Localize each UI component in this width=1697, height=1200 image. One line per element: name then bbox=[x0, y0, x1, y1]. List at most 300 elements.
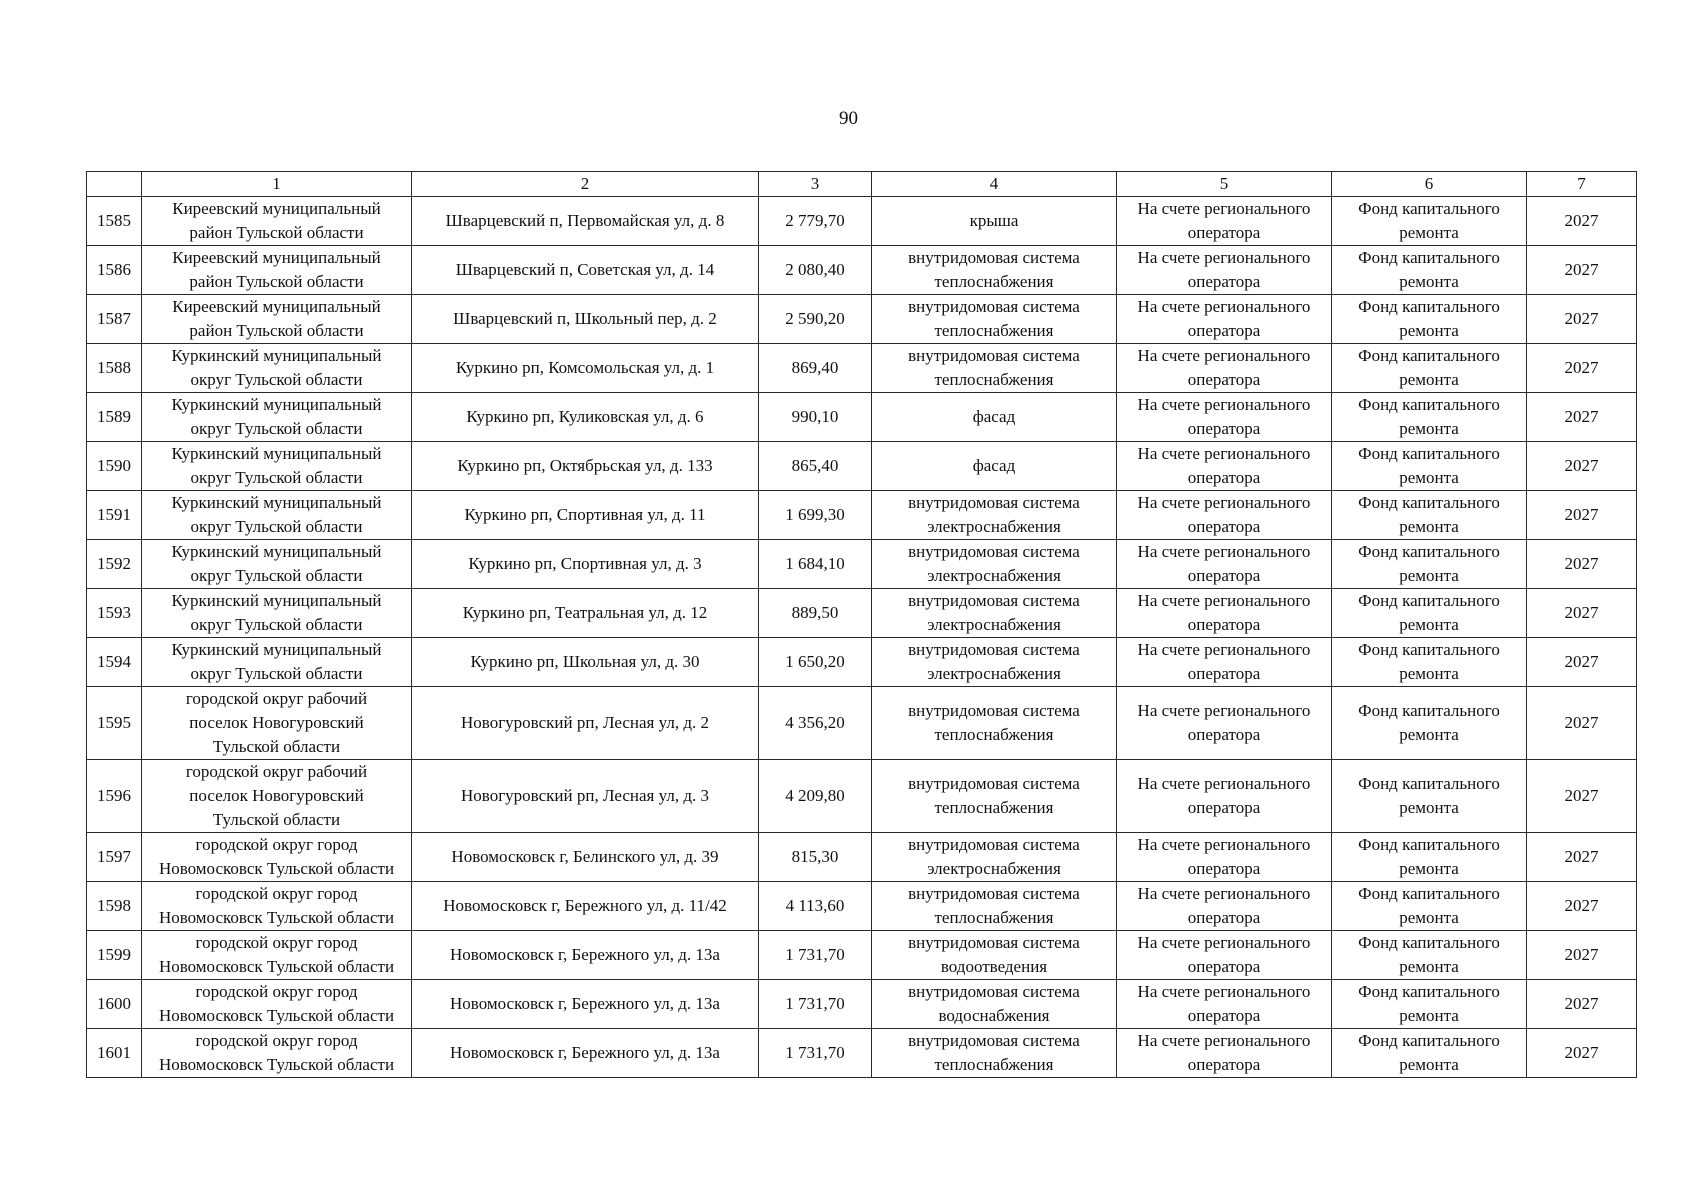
table-row bbox=[87, 760, 1637, 833]
cell-line: Куркинский муниципальный bbox=[171, 444, 382, 463]
cell-line: Фонд капитального bbox=[1358, 444, 1500, 463]
fund-method-cell bbox=[1117, 882, 1332, 931]
funding-source-cell bbox=[1332, 931, 1527, 980]
cell-line: ремонта bbox=[1399, 419, 1459, 438]
cell-line: Фонд капитального bbox=[1358, 933, 1500, 952]
table-row bbox=[87, 197, 1637, 246]
year-cell: 2027 bbox=[1527, 197, 1637, 246]
cell-line: теплоснабжения bbox=[934, 370, 1054, 389]
cell-line: оператора bbox=[1187, 1006, 1261, 1025]
address-cell: Куркино рп, Спортивная ул, д. 11 bbox=[412, 491, 759, 540]
address-cell: Куркино рп, Куликовская ул, д. 6 bbox=[412, 393, 759, 442]
cell-line: На счете регионального bbox=[1137, 493, 1311, 512]
cell-line: оператора bbox=[1187, 859, 1261, 878]
fund-method-cell bbox=[1117, 931, 1332, 980]
cell-line: На счете регионального bbox=[1137, 248, 1311, 267]
cell-line: На счете регионального bbox=[1137, 933, 1311, 952]
row-number-cell: 1589 bbox=[87, 393, 142, 442]
cell-line: оператора bbox=[1187, 957, 1261, 976]
cell-line: оператора bbox=[1187, 908, 1261, 927]
municipality-cell bbox=[142, 442, 412, 491]
row-number-cell: 1595 bbox=[87, 687, 142, 760]
cell-line: теплоснабжения bbox=[934, 272, 1054, 291]
cell-line: электроснабжения bbox=[927, 615, 1061, 634]
table-row bbox=[87, 931, 1637, 980]
cell-line: округ Тульской области bbox=[190, 517, 363, 536]
work-type-cell bbox=[872, 295, 1117, 344]
cell-line: На счете регионального bbox=[1137, 701, 1311, 720]
cell-line: На счете регионального bbox=[1137, 640, 1311, 659]
cell-line: городской округ город bbox=[195, 1031, 358, 1050]
funding-source-cell bbox=[1332, 246, 1527, 295]
cell-line: ремонта bbox=[1399, 468, 1459, 487]
cell-line: оператора bbox=[1187, 468, 1261, 487]
cell-line: На счете регионального bbox=[1137, 982, 1311, 1001]
area-cell: 4 209,80 bbox=[759, 760, 872, 833]
address-cell: Куркино рп, Спортивная ул, д. 3 bbox=[412, 540, 759, 589]
cell-line: На счете регионального bbox=[1137, 774, 1311, 793]
work-type-cell bbox=[872, 442, 1117, 491]
column-header: 2 bbox=[412, 172, 759, 197]
year-cell: 2027 bbox=[1527, 491, 1637, 540]
cell-line: фасад bbox=[972, 456, 1016, 475]
row-number-cell: 1591 bbox=[87, 491, 142, 540]
cell-line: водоснабжения bbox=[938, 1006, 1050, 1025]
cell-line: оператора bbox=[1187, 725, 1261, 744]
row-number-cell: 1599 bbox=[87, 931, 142, 980]
table-row bbox=[87, 833, 1637, 882]
year-cell: 2027 bbox=[1527, 246, 1637, 295]
work-type-cell bbox=[872, 246, 1117, 295]
cell-line: оператора bbox=[1187, 664, 1261, 683]
fund-method-cell bbox=[1117, 197, 1332, 246]
funding-source-cell bbox=[1332, 393, 1527, 442]
address-cell: Новомосковск г, Бережного ул, д. 13а bbox=[412, 1029, 759, 1078]
address-cell: Новогуровский рп, Лесная ул, д. 3 bbox=[412, 760, 759, 833]
cell-line: округ Тульской области bbox=[190, 566, 363, 585]
address-cell: Шварцевский п, Первомайская ул, д. 8 bbox=[412, 197, 759, 246]
row-number-cell: 1601 bbox=[87, 1029, 142, 1078]
year-cell: 2027 bbox=[1527, 760, 1637, 833]
work-type-cell bbox=[872, 197, 1117, 246]
cell-line: Куркинский муниципальный bbox=[171, 493, 382, 512]
municipality-cell bbox=[142, 589, 412, 638]
year-cell: 2027 bbox=[1527, 1029, 1637, 1078]
area-cell: 2 590,20 bbox=[759, 295, 872, 344]
cell-line: ремонта bbox=[1399, 859, 1459, 878]
cell-line: оператора bbox=[1187, 419, 1261, 438]
funding-source-cell bbox=[1332, 980, 1527, 1029]
cell-line: Фонд капитального bbox=[1358, 701, 1500, 720]
funding-source-cell bbox=[1332, 760, 1527, 833]
table-row bbox=[87, 1029, 1637, 1078]
work-type-cell bbox=[872, 687, 1117, 760]
column-header: 5 bbox=[1117, 172, 1332, 197]
address-cell: Шварцевский п, Школьный пер, д. 2 bbox=[412, 295, 759, 344]
row-number-cell: 1586 bbox=[87, 246, 142, 295]
cell-line: На счете регионального bbox=[1137, 835, 1311, 854]
year-cell: 2027 bbox=[1527, 589, 1637, 638]
area-cell: 815,30 bbox=[759, 833, 872, 882]
address-cell: Новомосковск г, Бережного ул, д. 13а bbox=[412, 931, 759, 980]
row-number-cell: 1585 bbox=[87, 197, 142, 246]
address-cell: Куркино рп, Театральная ул, д. 12 bbox=[412, 589, 759, 638]
cell-line: внутридомовая система bbox=[908, 884, 1080, 903]
cell-line: район Тульской области bbox=[189, 272, 364, 291]
cell-line: Фонд капитального bbox=[1358, 982, 1500, 1001]
cell-line: На счете регионального bbox=[1137, 542, 1311, 561]
fund-method-cell bbox=[1117, 491, 1332, 540]
table-row bbox=[87, 295, 1637, 344]
cell-line: теплоснабжения bbox=[934, 908, 1054, 927]
fund-method-cell bbox=[1117, 980, 1332, 1029]
row-number-cell: 1587 bbox=[87, 295, 142, 344]
funding-source-cell bbox=[1332, 833, 1527, 882]
year-cell: 2027 bbox=[1527, 393, 1637, 442]
municipality-cell bbox=[142, 491, 412, 540]
work-type-cell bbox=[872, 931, 1117, 980]
cell-line: Фонд капитального bbox=[1358, 884, 1500, 903]
cell-line: округ Тульской области bbox=[190, 370, 363, 389]
row-number-cell: 1594 bbox=[87, 638, 142, 687]
cell-line: теплоснабжения bbox=[934, 798, 1054, 817]
cell-line: Куркинский муниципальный bbox=[171, 640, 382, 659]
municipality-cell bbox=[142, 1029, 412, 1078]
funding-source-cell bbox=[1332, 589, 1527, 638]
cell-line: ремонта bbox=[1399, 223, 1459, 242]
address-cell: Куркино рп, Комсомольская ул, д. 1 bbox=[412, 344, 759, 393]
cell-line: оператора bbox=[1187, 566, 1261, 585]
cell-line: Фонд капитального bbox=[1358, 591, 1500, 610]
fund-method-cell bbox=[1117, 442, 1332, 491]
cell-line: ремонта bbox=[1399, 957, 1459, 976]
table-row bbox=[87, 442, 1637, 491]
municipality-cell bbox=[142, 393, 412, 442]
fund-method-cell bbox=[1117, 540, 1332, 589]
table-row bbox=[87, 589, 1637, 638]
cell-line: внутридомовая система bbox=[908, 982, 1080, 1001]
municipality-cell bbox=[142, 246, 412, 295]
cell-line: электроснабжения bbox=[927, 859, 1061, 878]
fund-method-cell bbox=[1117, 638, 1332, 687]
cell-line: оператора bbox=[1187, 321, 1261, 340]
cell-line: Фонд капитального bbox=[1358, 774, 1500, 793]
cell-line: фасад bbox=[972, 407, 1016, 426]
address-cell: Новомосковск г, Белинского ул, д. 39 bbox=[412, 833, 759, 882]
funding-source-cell bbox=[1332, 197, 1527, 246]
table-row bbox=[87, 246, 1637, 295]
area-cell: 1 684,10 bbox=[759, 540, 872, 589]
page-number: 90 bbox=[839, 108, 858, 129]
table-row bbox=[87, 980, 1637, 1029]
row-number-cell: 1590 bbox=[87, 442, 142, 491]
cell-line: ремонта bbox=[1399, 566, 1459, 585]
cell-line: внутридомовая система bbox=[908, 248, 1080, 267]
address-cell: Новомосковск г, Бережного ул, д. 11/42 bbox=[412, 882, 759, 931]
cell-line: внутридомовая система bbox=[908, 297, 1080, 316]
work-type-cell bbox=[872, 344, 1117, 393]
funding-source-cell bbox=[1332, 295, 1527, 344]
cell-line: На счете регионального bbox=[1137, 444, 1311, 463]
table-row bbox=[87, 393, 1637, 442]
work-type-cell bbox=[872, 980, 1117, 1029]
cell-line: На счете регионального bbox=[1137, 591, 1311, 610]
row-number-cell: 1597 bbox=[87, 833, 142, 882]
funding-source-cell bbox=[1332, 442, 1527, 491]
cell-line: ремонта bbox=[1399, 1006, 1459, 1025]
cell-line: Киреевский муниципальный bbox=[172, 297, 381, 316]
funding-source-cell bbox=[1332, 1029, 1527, 1078]
cell-line: ремонта bbox=[1399, 272, 1459, 291]
work-type-cell bbox=[872, 1029, 1117, 1078]
address-cell: Новогуровский рп, Лесная ул, д. 2 bbox=[412, 687, 759, 760]
cell-line: внутридомовая система bbox=[908, 835, 1080, 854]
year-cell: 2027 bbox=[1527, 980, 1637, 1029]
cell-line: На счете регионального bbox=[1137, 346, 1311, 365]
cell-line: Фонд капитального bbox=[1358, 346, 1500, 365]
cell-line: ремонта bbox=[1399, 908, 1459, 927]
cell-line: ремонта bbox=[1399, 725, 1459, 744]
cell-line: Киреевский муниципальный bbox=[172, 248, 381, 267]
fund-method-cell bbox=[1117, 1029, 1332, 1078]
column-header: 7 bbox=[1527, 172, 1637, 197]
cell-line: оператора bbox=[1187, 370, 1261, 389]
area-cell: 1 731,70 bbox=[759, 931, 872, 980]
year-cell: 2027 bbox=[1527, 931, 1637, 980]
cell-line: городской округ город bbox=[195, 835, 358, 854]
cell-line: Новомосковск Тульской области bbox=[158, 957, 395, 976]
cell-line: ремонта bbox=[1399, 1055, 1459, 1074]
cell-line: Фонд капитального bbox=[1358, 542, 1500, 561]
work-type-cell bbox=[872, 760, 1117, 833]
cell-line: городской округ город bbox=[195, 982, 358, 1001]
cell-line: округ Тульской области bbox=[190, 664, 363, 683]
table-row bbox=[87, 687, 1637, 760]
cell-line: теплоснабжения bbox=[934, 725, 1054, 744]
municipality-cell bbox=[142, 687, 412, 760]
cell-line: внутридомовая система bbox=[908, 933, 1080, 952]
cell-line: ремонта bbox=[1399, 664, 1459, 683]
table-row bbox=[87, 882, 1637, 931]
work-type-cell bbox=[872, 393, 1117, 442]
table-body bbox=[87, 197, 1637, 1078]
work-type-cell bbox=[872, 882, 1117, 931]
cell-line: крыша bbox=[969, 211, 1019, 230]
funding-source-cell bbox=[1332, 344, 1527, 393]
cell-line: Киреевский муниципальный bbox=[172, 199, 381, 218]
year-cell: 2027 bbox=[1527, 295, 1637, 344]
cell-line: внутридомовая система bbox=[908, 701, 1080, 720]
column-header bbox=[87, 172, 142, 197]
cell-line: Фонд капитального bbox=[1358, 1031, 1500, 1050]
cell-line: ремонта bbox=[1399, 798, 1459, 817]
municipality-cell bbox=[142, 197, 412, 246]
cell-line: На счете регионального bbox=[1137, 395, 1311, 414]
cell-line: Фонд капитального bbox=[1358, 248, 1500, 267]
cell-line: Фонд капитального bbox=[1358, 493, 1500, 512]
municipality-cell bbox=[142, 540, 412, 589]
address-cell: Новомосковск г, Бережного ул, д. 13а bbox=[412, 980, 759, 1029]
cell-line: Новомосковск Тульской области bbox=[158, 1006, 395, 1025]
cell-line: водоотведения bbox=[940, 957, 1048, 976]
cell-line: ремонта bbox=[1399, 321, 1459, 340]
cell-line: внутридомовая система bbox=[908, 493, 1080, 512]
cell-line: оператора bbox=[1187, 615, 1261, 634]
municipality-cell bbox=[142, 638, 412, 687]
cell-line: оператора bbox=[1187, 1055, 1261, 1074]
address-cell: Куркино рп, Школьная ул, д. 30 bbox=[412, 638, 759, 687]
cell-line: внутридомовая система bbox=[908, 640, 1080, 659]
table-row bbox=[87, 638, 1637, 687]
cell-line: городской округ город bbox=[195, 884, 358, 903]
table-row bbox=[87, 540, 1637, 589]
cell-line: городской округ рабочий bbox=[185, 689, 368, 708]
work-type-cell bbox=[872, 833, 1117, 882]
row-number-cell: 1592 bbox=[87, 540, 142, 589]
address-cell: Куркино рп, Октябрьская ул, д. 133 bbox=[412, 442, 759, 491]
cell-line: теплоснабжения bbox=[934, 321, 1054, 340]
cell-line: На счете регионального bbox=[1137, 199, 1311, 218]
capital-repair-table bbox=[86, 171, 1637, 1078]
municipality-cell bbox=[142, 344, 412, 393]
column-header: 1 bbox=[142, 172, 412, 197]
funding-source-cell bbox=[1332, 491, 1527, 540]
area-cell: 1 731,70 bbox=[759, 1029, 872, 1078]
cell-line: электроснабжения bbox=[927, 517, 1061, 536]
fund-method-cell bbox=[1117, 589, 1332, 638]
column-header: 4 bbox=[872, 172, 1117, 197]
cell-line: оператора bbox=[1187, 798, 1261, 817]
municipality-cell bbox=[142, 760, 412, 833]
area-cell: 1 731,70 bbox=[759, 980, 872, 1029]
row-number-cell: 1600 bbox=[87, 980, 142, 1029]
table-row bbox=[87, 344, 1637, 393]
cell-line: Фонд капитального bbox=[1358, 297, 1500, 316]
cell-line: внутридомовая система bbox=[908, 591, 1080, 610]
area-cell: 1 650,20 bbox=[759, 638, 872, 687]
cell-line: Новомосковск Тульской области bbox=[158, 859, 395, 878]
cell-line: Новомосковск Тульской области bbox=[158, 908, 395, 927]
cell-line: Тульской области bbox=[212, 810, 341, 829]
fund-method-cell bbox=[1117, 687, 1332, 760]
column-header: 6 bbox=[1332, 172, 1527, 197]
cell-line: городской округ город bbox=[195, 933, 358, 952]
area-cell: 889,50 bbox=[759, 589, 872, 638]
area-cell: 4 113,60 bbox=[759, 882, 872, 931]
fund-method-cell bbox=[1117, 246, 1332, 295]
cell-line: поселок Новогуровский bbox=[189, 786, 364, 805]
cell-line: Куркинский муниципальный bbox=[171, 542, 382, 561]
year-cell: 2027 bbox=[1527, 687, 1637, 760]
cell-line: ремонта bbox=[1399, 615, 1459, 634]
fund-method-cell bbox=[1117, 344, 1332, 393]
area-cell: 2 080,40 bbox=[759, 246, 872, 295]
cell-line: городской округ рабочий bbox=[185, 762, 368, 781]
area-cell: 990,10 bbox=[759, 393, 872, 442]
cell-line: оператора bbox=[1187, 223, 1261, 242]
cell-line: электроснабжения bbox=[927, 664, 1061, 683]
cell-line: Фонд капитального bbox=[1358, 835, 1500, 854]
year-cell: 2027 bbox=[1527, 638, 1637, 687]
cell-line: Фонд капитального bbox=[1358, 395, 1500, 414]
area-cell: 1 699,30 bbox=[759, 491, 872, 540]
cell-line: Фонд капитального bbox=[1358, 199, 1500, 218]
year-cell: 2027 bbox=[1527, 882, 1637, 931]
municipality-cell bbox=[142, 980, 412, 1029]
area-cell: 4 356,20 bbox=[759, 687, 872, 760]
cell-line: округ Тульской области bbox=[190, 615, 363, 634]
fund-method-cell bbox=[1117, 295, 1332, 344]
address-cell: Шварцевский п, Советская ул, д. 14 bbox=[412, 246, 759, 295]
cell-line: ремонта bbox=[1399, 370, 1459, 389]
cell-line: Фонд капитального bbox=[1358, 640, 1500, 659]
cell-line: округ Тульской области bbox=[190, 468, 363, 487]
table-row bbox=[87, 491, 1637, 540]
area-cell: 2 779,70 bbox=[759, 197, 872, 246]
row-number-cell: 1593 bbox=[87, 589, 142, 638]
column-header: 3 bbox=[759, 172, 872, 197]
cell-line: район Тульской области bbox=[189, 321, 364, 340]
municipality-cell bbox=[142, 931, 412, 980]
cell-line: теплоснабжения bbox=[934, 1055, 1054, 1074]
area-cell: 869,40 bbox=[759, 344, 872, 393]
cell-line: На счете регионального bbox=[1137, 297, 1311, 316]
cell-line: Новомосковск Тульской области bbox=[158, 1055, 395, 1074]
year-cell: 2027 bbox=[1527, 344, 1637, 393]
cell-line: внутридомовая система bbox=[908, 774, 1080, 793]
funding-source-cell bbox=[1332, 687, 1527, 760]
year-cell: 2027 bbox=[1527, 540, 1637, 589]
municipality-cell bbox=[142, 295, 412, 344]
row-number-cell: 1588 bbox=[87, 344, 142, 393]
work-type-cell bbox=[872, 540, 1117, 589]
cell-line: На счете регионального bbox=[1137, 884, 1311, 903]
row-number-cell: 1596 bbox=[87, 760, 142, 833]
cell-line: внутридомовая система bbox=[908, 346, 1080, 365]
area-cell: 865,40 bbox=[759, 442, 872, 491]
municipality-cell bbox=[142, 882, 412, 931]
fund-method-cell bbox=[1117, 393, 1332, 442]
funding-source-cell bbox=[1332, 882, 1527, 931]
row-number-cell: 1598 bbox=[87, 882, 142, 931]
cell-line: округ Тульской области bbox=[190, 419, 363, 438]
cell-line: Куркинский муниципальный bbox=[171, 346, 382, 365]
fund-method-cell bbox=[1117, 760, 1332, 833]
cell-line: Куркинский муниципальный bbox=[171, 591, 382, 610]
cell-line: поселок Новогуровский bbox=[189, 713, 364, 732]
work-type-cell bbox=[872, 638, 1117, 687]
work-type-cell bbox=[872, 491, 1117, 540]
year-cell: 2027 bbox=[1527, 833, 1637, 882]
cell-line: ремонта bbox=[1399, 517, 1459, 536]
cell-line: оператора bbox=[1187, 517, 1261, 536]
cell-line: Куркинский муниципальный bbox=[171, 395, 382, 414]
cell-line: внутридомовая система bbox=[908, 1031, 1080, 1050]
year-cell: 2027 bbox=[1527, 442, 1637, 491]
funding-source-cell bbox=[1332, 540, 1527, 589]
municipality-cell bbox=[142, 833, 412, 882]
cell-line: На счете регионального bbox=[1137, 1031, 1311, 1050]
cell-line: внутридомовая система bbox=[908, 542, 1080, 561]
cell-line: район Тульской области bbox=[189, 223, 364, 242]
fund-method-cell bbox=[1117, 833, 1332, 882]
table-header-row bbox=[87, 172, 1637, 197]
funding-source-cell bbox=[1332, 638, 1527, 687]
cell-line: оператора bbox=[1187, 272, 1261, 291]
work-type-cell bbox=[872, 589, 1117, 638]
cell-line: Тульской области bbox=[212, 737, 341, 756]
cell-line: электроснабжения bbox=[927, 566, 1061, 585]
